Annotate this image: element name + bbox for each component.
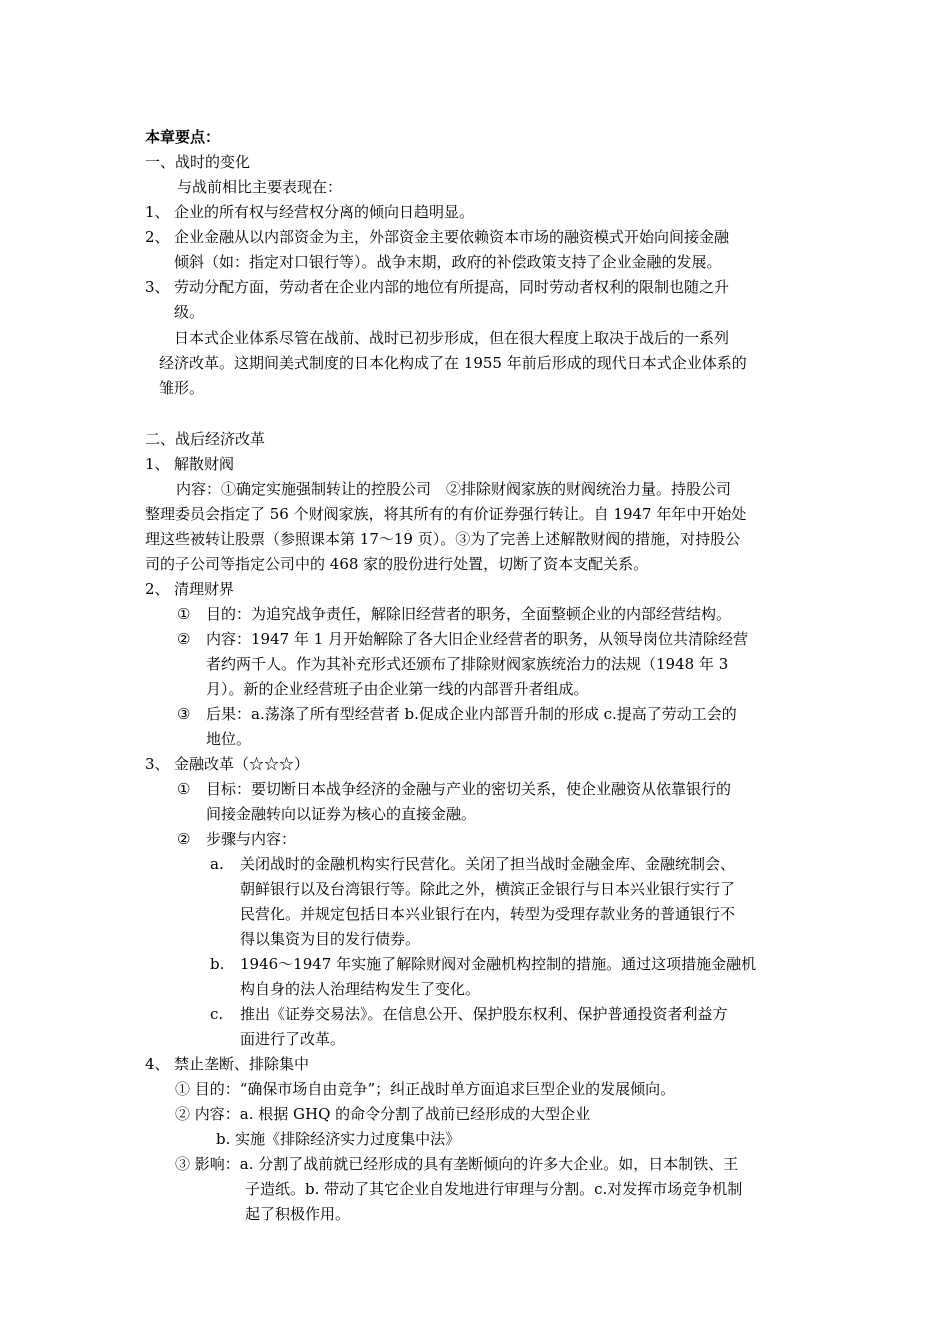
list-number: 3、 [145,755,170,773]
section-intro: 与战前相比主要表现在： [177,178,343,196]
circled-marker: ① [177,605,191,623]
paragraph-line: 司的子公司等指定公司中的 468 家的股份进行处置，切断了资本支配关系。 [145,555,649,573]
list-item-text: 朝鲜银行以及台湾银行等。除此之外，横滨正金银行与日本兴业银行实行了 [240,880,736,898]
subsection-title: 解散财阀 [174,455,235,473]
list-item-text: 目标：要切断日本战争经济的金融与产业的密切关系，使企业融资从依靠银行的 [206,780,732,798]
doc-title: 本章要点： [145,128,221,146]
paragraph-line: 日本式企业体系尽管在战前、战时已初步形成，但在很大程度上取决于战后的一系列 [174,329,730,347]
list-item-text: 面进行了改革。 [240,1030,346,1048]
list-item-text: ① 目的：“确保市场自由竞争”；纠正战时单方面追求巨型企业的发展倾向。 [175,1080,676,1098]
list-item-text: 1946～1947 年实施了解除财阀对金融机构控制的措施。通过这项措施金融机 [240,955,757,973]
section-heading: 一、战时的变化 [145,153,251,171]
subsection-title: 禁止垄断、排除集中 [174,1055,310,1073]
list-item-text: 民营化。并规定包括日本兴业银行在内，转型为受理存款业务的普通银行不 [240,905,736,923]
list-number: 2、 [145,580,170,598]
list-item-text: 构自身的法人治理结构发生了变化。 [240,980,481,998]
list-item-text: 倾斜（如：指定对口银行等）。战争末期，政府的补偿政策支持了企业金融的发展。 [174,253,722,271]
paragraph-line: 经济改革。这期间美式制度的日本化构成了在 1955 年前后形成的现代日本式企业体系的 [159,354,747,372]
list-item-text: 企业的所有权与经营权分离的倾向日趋明显。 [174,203,475,221]
paragraph-line: 整理委员会指定了 56 个财阀家族，将其所有的有价证券强行转让。自 1947 年年中开始处 [145,505,747,523]
list-item-text: 者约两千人。作为其补充形式还颁布了排除财阀家族统治力的法规（1948 年 3 [206,655,729,673]
circled-marker: ② [177,630,191,648]
list-item-text: 起了积极作用。 [245,1205,351,1223]
list-number: 1、 [145,203,170,221]
paragraph-line: 雏形。 [159,379,205,397]
list-item-text: ③ 影响：a. 分割了战前就已经形成的具有垄断倾向的许多大企业。如，日本制铁、王 [175,1155,739,1173]
list-item-text: b. 实施《排除经济实力过度集中法》 [216,1130,461,1148]
circled-marker: ① [177,780,191,798]
list-item-text: 劳动分配方面，劳动者在企业内部的地位有所提高，同时劳动者权利的限制也随之升 [174,278,730,296]
list-item-text: 关闭战时的金融机构实行民营化。关闭了担当战时金融金库、金融统制会、 [240,855,736,873]
letter-marker: b. [210,955,225,973]
list-number: 2、 [145,228,170,246]
list-item-text: 企业金融从以内部资金为主，外部资金主要依赖资本市场的融资模式开始向间接金融 [174,228,730,246]
list-item-text: 目的：为追究战争责任，解除旧经营者的职务，全面整顿企业的内部经营结构。 [206,605,732,623]
section-heading: 二、战后经济改革 [145,430,266,448]
list-item-text: 内容：1947 年 1 月开始解除了各大旧企业经营者的职务，从领导岗位共清除经营 [206,630,749,648]
letter-marker: c. [210,1005,224,1023]
letter-marker: a. [210,855,224,873]
list-item-text: 地位。 [206,730,252,748]
list-item-text: 间接金融转向以证券为核心的直接金融。 [206,805,477,823]
list-item-text: 步骤与内容： [206,830,297,848]
list-item-text: 后果：a.荡涤了所有型经营者 b.促成企业内部晋升制的形成 c.提高了劳动工会的 [206,705,737,723]
paragraph-line: 内容：①确定实施强制转让的控股公司 ②排除财阀家族的财阀统治力量。持股公司 [176,480,732,498]
list-item-text: 推出《证券交易法》。在信息公开、保护股东权利、保护普通投资者利益方 [240,1005,728,1023]
list-item-text: ② 内容：a. 根据 GHQ 的命令分割了战前已经形成的大型企业 [175,1105,591,1123]
list-item-text: 级。 [174,303,205,321]
list-number: 1、 [145,455,170,473]
paragraph-line: 理这些被转让股票（参照课本第 17～19 页）。③为了完善上述解散财阀的措施，对持股公 [145,530,741,548]
subsection-title: 金融改革（☆☆☆） [174,755,310,773]
list-item-text: 月）。新的企业经营班子由企业第一线的内部晋升者组成。 [206,680,589,698]
list-number: 3、 [145,278,170,296]
list-item-text: 得以集资为目的发行债券。 [240,930,421,948]
circled-marker: ③ [177,705,191,723]
list-item-text: 子造纸。b. 带动了其它企业自发地进行审理与分割。c.对发挥市场竞争机制 [245,1180,743,1198]
circled-marker: ② [177,830,191,848]
subsection-title: 清理财界 [174,580,235,598]
list-number: 4、 [145,1055,170,1073]
